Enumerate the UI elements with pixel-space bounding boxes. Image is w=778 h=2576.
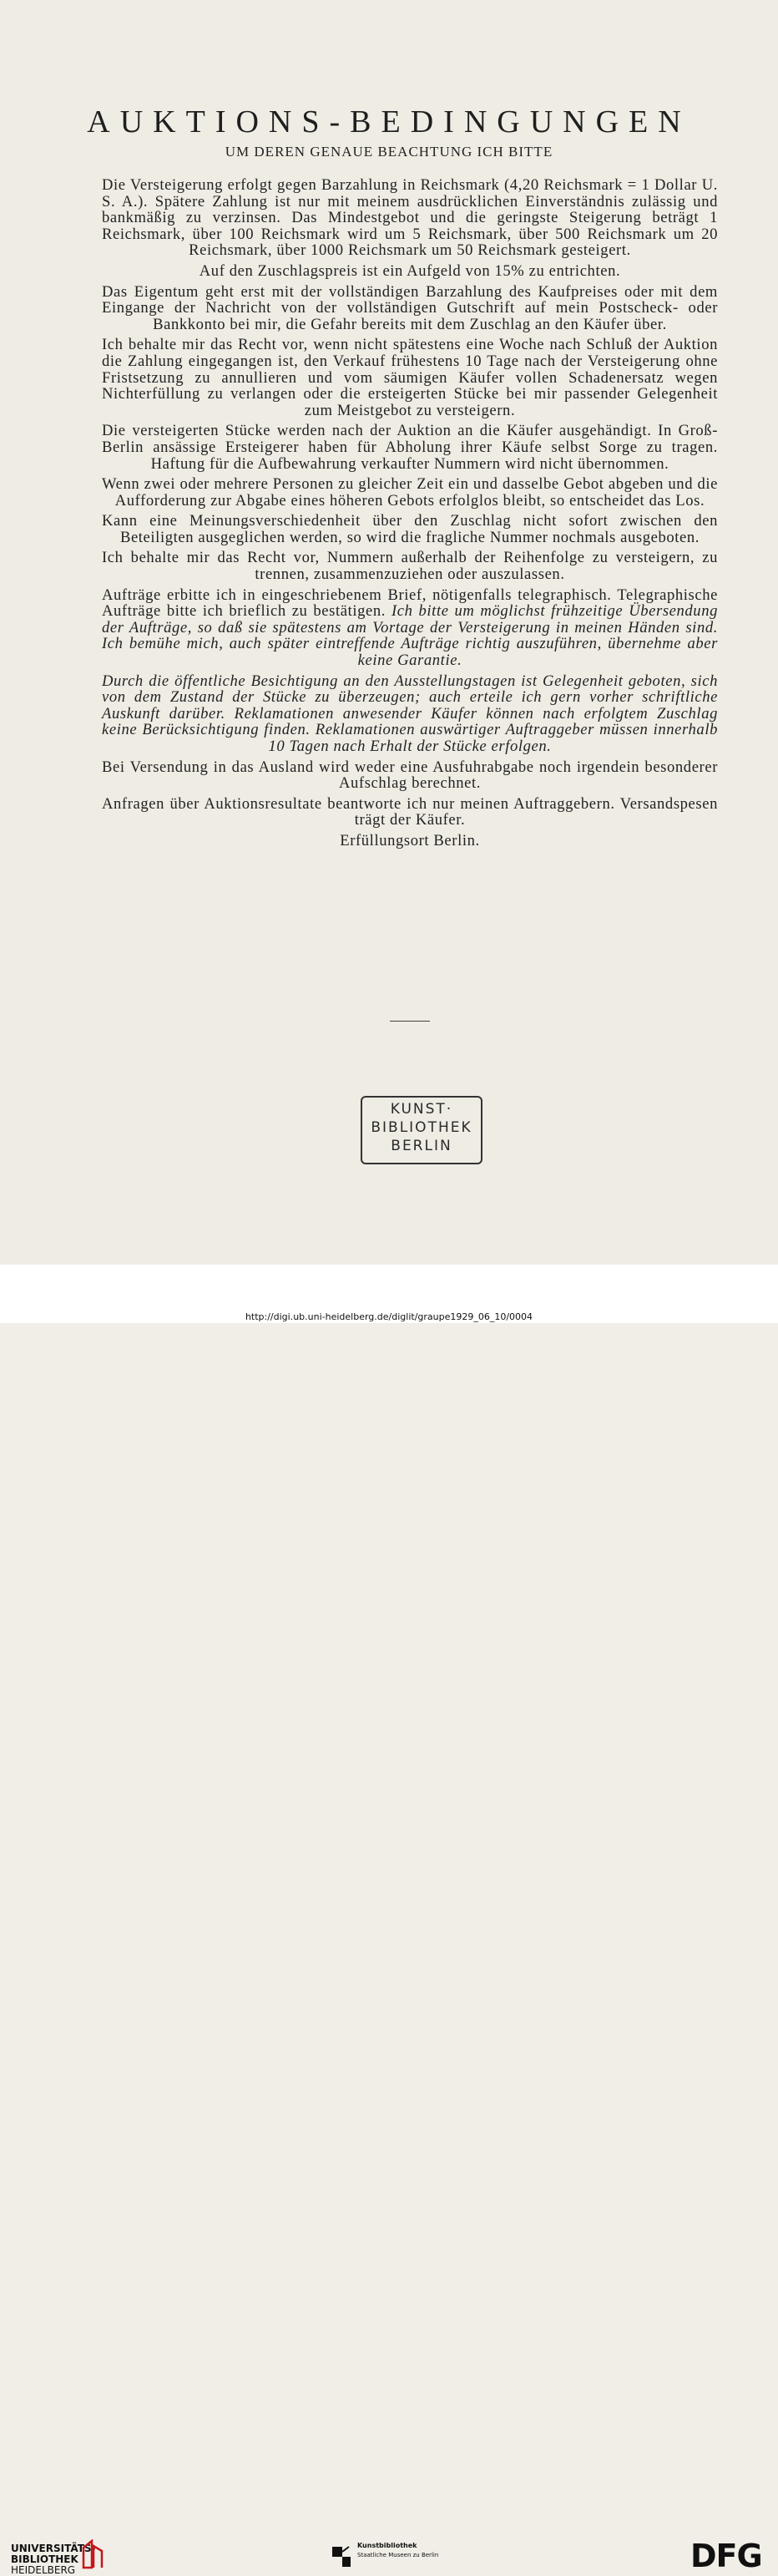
- kunstbibliothek-label: [357, 2541, 438, 2560]
- kb-name: Kunstbibliothek: [357, 2542, 417, 2549]
- paragraph: Auf den Zuschlagspreis ist ein Aufgeld von 15% zu entrichten.: [199, 261, 621, 280]
- paragraph: Ich behalte mir das Recht vor, wenn nicht spätestens eine Woche nach Schluß der Auktion die Zahlung eingegangen ist, den Verkauf frühestens 10 Tage nach der Versteigerung ohne Fristsetzung zu annullieren und vom säumigen Käufer vollen Schadenersatz wegen Nichterfüllung zu verlangen oder die ersteigerten Stücke bei mir passender Gelegenheit zum Meistgebot zu versteigern.: [102, 336, 718, 419]
- page-title: AUKTIONS-BEDINGUNGEN: [87, 104, 691, 139]
- paragraph: Wenn zwei oder mehrere Personen zu gleicher Zeit ein und dasselbe Gebot abgeben und die Aufforderung zur Abgabe eines höheren Gebots erfolglos bleibt, so entscheidet das Los.: [102, 475, 718, 510]
- stamp-line: BIBLIOTHEK: [371, 1119, 472, 1136]
- kb-sub: Staatliche Museen zu Berlin: [357, 2552, 439, 2558]
- auftraege-roman: Aufträge erbitte ich in eingeschriebenem Brief, nötigenfalls telegraphisch. Telegraphische Aufträge bitte ich brieflich zu bestätigen.: [102, 586, 718, 621]
- ub-heidelberg-logo-icon[interactable]: [80, 2539, 105, 2569]
- paragraph: Die versteigerten Stücke werden nach der Auktion an die Käufer ausgehändigt. In Groß-Berlin ansässige Ersteigerer haben für Abholung ihrer Käufe selbst Sorge zu tragen. Haftung für die Aufbewahrung verkaufter Nummern wird nicht übernommen.: [102, 422, 718, 473]
- paragraph: Kann eine Meinungsverschiedenheit über den Zuschlag nicht sofort zwischen den Beteiligten ausgeglichen werden, so wird die fragliche Nummer nochmals ausgeboten.: [102, 512, 718, 546]
- source-url[interactable]: http://digi.ub.uni-heidelberg.de/diglit/graupe1929_06_10/0004: [245, 1311, 533, 1322]
- paragraph-erfuellungsort: Erfüllungsort Berlin.: [340, 831, 480, 849]
- library-stamp: [361, 1096, 482, 1164]
- page-subtitle: UM DEREN GENAUE BEACHTUNG ICH BITTE: [225, 144, 553, 160]
- auftraege-italic: Ich bitte um möglichst frühzeitige Übersendung der Aufträge, so daß sie spätestens am Vortage der Versteigerung in meinen Händen sind. Ich bemühe mich, auch später eintreffende Aufträge richtig auszuführen, übernehme aber keine Garantie.: [102, 602, 718, 670]
- paragraph-auftraege: [102, 587, 718, 669]
- ub-line: HEIDELBERG: [11, 2564, 76, 2576]
- terms-body: [102, 177, 718, 854]
- paragraph: Die Versteigerung erfolgt gegen Barzahlung in Reichsmark (4,20 Reichsmark = 1 Dollar U. S. A.). Spätere Zahlung ist nur mit meinem ausdrücklichen Einverständnis zulässig und bankmäßig zu verzinsen. Das Mindestgebot und die geringste Steigerung beträgt 1 Reichsmark, über 100 Reichsmark wird um 5 Reichsmark, über 500 Reichsmark um 20 Reichsmark, über 1000 Reichsmark um 50 Reichsmark gesteigert.: [102, 176, 718, 260]
- stamp-line: BERLIN: [391, 1138, 452, 1154]
- divider-rule: [390, 1021, 430, 1022]
- paragraph: Anfragen über Auktionsresultate beantworte ich nur meinen Auftraggebern. Versandspesen trägt der Käufer.: [102, 794, 718, 829]
- paragraph: Bei Versendung in das Ausland wird weder eine Ausfuhrabgabe noch irgendein besonderer Aufschlag berechnet.: [102, 758, 718, 793]
- paragraph: Das Eigentum geht erst mit der vollständigen Barzahlung des Kaufpreises oder mit dem Eingange der Nachricht von der vollständigen Gutschrift auf mein Postscheck- oder Bankkonto bei mir, die Gefahr bereits mit dem Zuschlag an den Käufer über.: [102, 282, 718, 333]
- ub-line: BIBLIOTHEK: [11, 2553, 78, 2565]
- dfg-logo[interactable]: DFG: [690, 2538, 762, 2574]
- ub-line: UNIVERSITÄTS-: [11, 2543, 96, 2554]
- paragraph-besichtigung: Durch die öffentliche Besichtigung an den Ausstellungstagen ist Gelegenheit geboten, sich von dem Zustand der Stücke zu überzeugen; auch erteile ich gern vorher schriftliche Auskunft darüber. Reklamationen anwesender Käufer können nach erfolgtem Zuschlag keine Berücksichtigung finden. Reklamationen auswärtiger Auftraggeber müssen innerhalb 10 Tagen nach Erhalt der Stücke erfolgen.: [102, 672, 718, 755]
- kunstbibliothek-logo-icon[interactable]: [331, 2543, 352, 2568]
- paragraph: Ich behalte mir das Recht vor, Nummern außerhalb der Reihenfolge zu versteigern, zu trennen, zusammenzuziehen oder auszulassen.: [102, 549, 718, 584]
- stamp-line: KUNST·: [390, 1101, 453, 1118]
- document-page: [0, 0, 778, 1265]
